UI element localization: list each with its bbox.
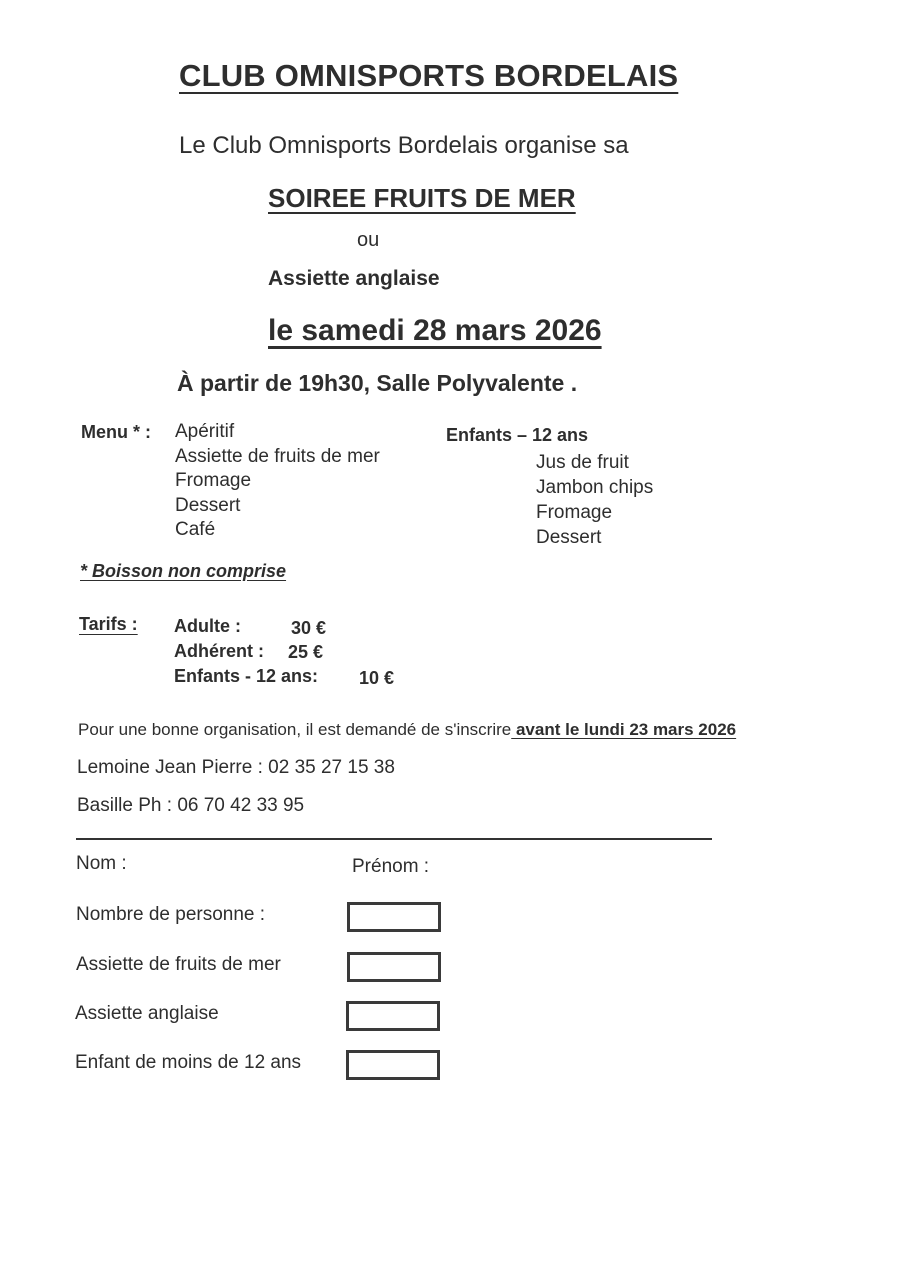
enfant-moins-12-box[interactable] (346, 1050, 440, 1080)
form-label-nombre: Nombre de personne : (76, 904, 266, 925)
assiette-anglaise-box[interactable] (346, 1001, 440, 1031)
club-title: CLUB OMNISPORTS BORDELAIS (179, 58, 679, 93)
menu-item: Apéritif (175, 421, 235, 442)
form-label-enfant: Enfant de moins de 12 ans (75, 1052, 302, 1073)
fruits-de-mer-box[interactable] (347, 952, 441, 982)
menu-item: Fromage (175, 470, 252, 491)
tarif-price-enfants: 10 € (359, 668, 395, 688)
form-label-prenom: Prénom : (352, 856, 430, 877)
event-date: le samedi 28 mars 2026 (268, 314, 602, 347)
nombre-personne-box[interactable] (347, 902, 441, 932)
menu-item: Café (175, 519, 216, 540)
kids-menu-item: Dessert (536, 527, 602, 548)
kids-menu-list (536, 450, 653, 550)
divider-line (76, 838, 712, 840)
kids-menu-item: Jambon chips (536, 477, 654, 498)
kids-menu-title: Enfants – 12 ans (446, 425, 589, 445)
form-label-fruits-mer: Assiette de fruits de mer (76, 954, 281, 975)
tarif-label-adherent: Adhérent : (174, 641, 264, 661)
form-label-anglaise: Assiette anglaise (75, 1003, 219, 1024)
alternative-dish: Assiette anglaise (268, 267, 440, 290)
tarif-price-adulte: 30 € (291, 618, 327, 638)
kids-menu-item: Fromage (536, 502, 613, 523)
registration-deadline: avant le lundi 23 mars 2026 (511, 720, 737, 739)
menu-list (175, 420, 380, 543)
menu-item: Dessert (175, 494, 241, 516)
intro-text: Le Club Omnisports Bordelais organise sa (179, 132, 629, 159)
menu-label: Menu * : (81, 422, 151, 442)
menu-item: Assiette de fruits de mer (175, 445, 380, 467)
or-text: ou (357, 229, 380, 251)
registration-text (78, 720, 736, 740)
tarif-label-enfants: Enfants - 12 ans: (174, 666, 319, 686)
kids-menu-item: Jus de fruit (536, 452, 629, 473)
tarif-price-adherent: 25 € (288, 642, 324, 662)
tarifs-label: Tarifs : (79, 614, 138, 634)
event-title: SOIREE FRUITS DE MER (268, 183, 576, 213)
tarif-label-adulte: Adulte : (174, 616, 241, 636)
contact-basille: Basille Ph : 06 70 42 33 95 (77, 795, 305, 816)
event-time-place: À partir de 19h30, Salle Polyvalente . (177, 370, 578, 396)
drink-note: * Boisson non comprise (80, 561, 287, 581)
registration-sentence: Pour une bonne organisation, il est demandé de s'inscrire (78, 720, 512, 739)
form-label-nom: Nom : (76, 853, 127, 874)
contact-lemoine: Lemoine Jean Pierre : 02 35 27 15 38 (77, 757, 395, 778)
